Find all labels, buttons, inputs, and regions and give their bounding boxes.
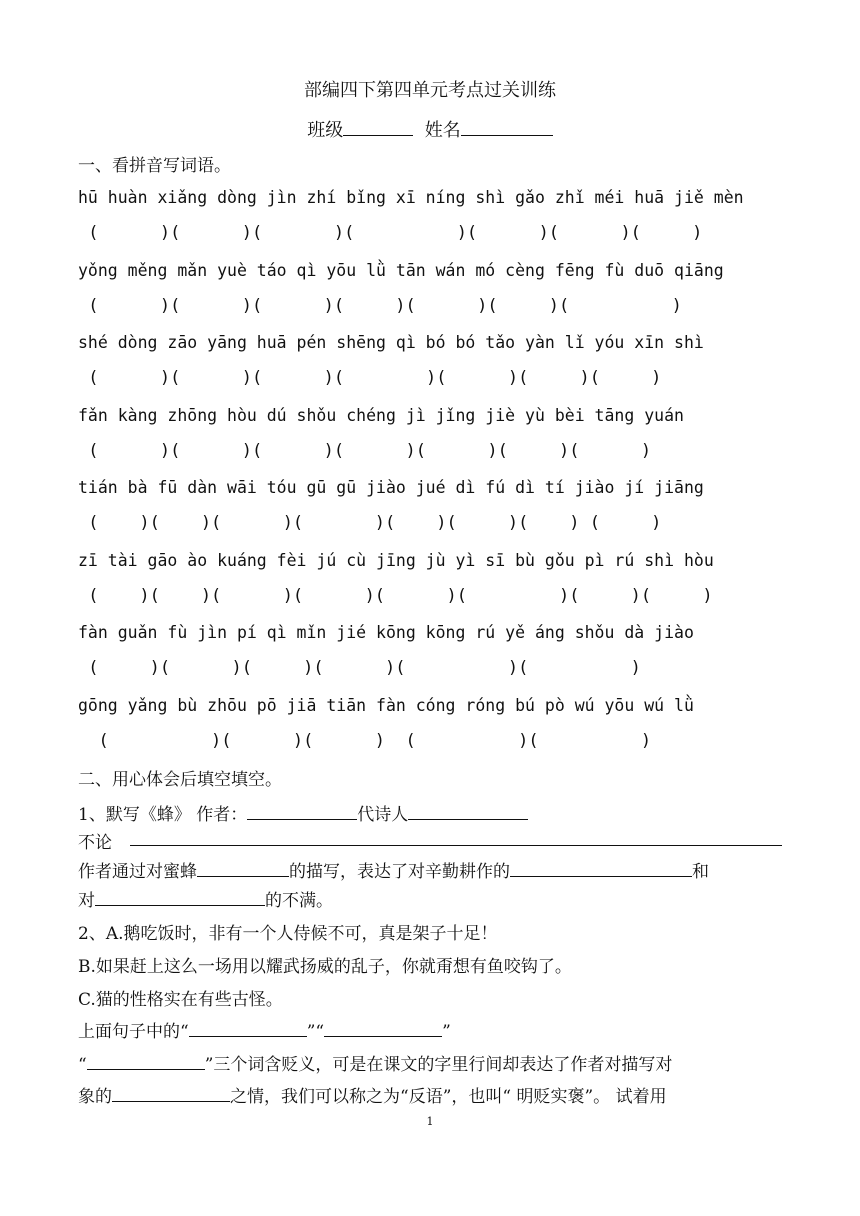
q2-line6-b: 之情，我们可以称之为“反语”，也叫“ 明贬实褒”。 试着用 [230,1087,667,1107]
q1-line3-a: 作者通过对蜜蜂 [78,862,197,882]
class-blank[interactable] [343,119,413,136]
q1-line2-label: 不论 [78,833,112,853]
q2-line4 [78,1017,784,1042]
q2-line6 [78,1082,784,1107]
q1-dynasty: 代诗人 [357,805,409,825]
praise-blank[interactable] [510,860,692,877]
q1-line4-a: 对 [78,891,95,911]
q2-sentence-b: B.如果赶上这么一场用以耀武扬威的乱子，你就甭想有鱼咬钩了。 [78,957,572,977]
q1-line3-b: 的描写，表达了对辛勤耕作的 [289,862,510,882]
q2-line6-a: 象的 [78,1087,112,1107]
q2-sentence-a: 2、A.鹅吃饭时，非有一个人侍候不可，真是架子十足！ [78,924,498,944]
q2-line5-a: “ [78,1055,87,1075]
section1-heading: 一、看拼音写词语。 [78,156,231,176]
bee-blank[interactable] [197,860,289,877]
q1-prefix: 1、默写《蜂》 作者： [78,805,248,825]
q1-line3 [78,857,784,882]
answer-brackets[interactable]: ( )( )( )( )( )( ) [78,658,641,678]
page-title: 部编四下第四单元考点过关训练 [304,80,556,101]
answer-brackets[interactable]: ( )( )( )( )( )( )( )( ) [78,585,713,606]
q1-line3-c: 和 [692,862,709,882]
answer-brackets[interactable]: ( )( )( )( )( )( )( ) ( ) [78,513,662,533]
feeling-blank[interactable] [112,1085,230,1102]
discontent-blank[interactable] [95,889,265,906]
page-number: 1 [426,1115,434,1128]
pinyin-line: shé dòng zāo yāng huā pén shēng qì bó bó tǎo yàn lǐ yóu xīn shì [78,333,704,352]
answer-brackets[interactable]: ( )( )( )( )( )( )( ) [78,440,652,461]
answer-brackets[interactable]: ( )( )( )( )( )( )( ) [78,295,682,316]
q2-line5 [78,1050,784,1075]
word-blank-1[interactable] [189,1020,307,1037]
q2-line4-b: ”“ [306,1022,325,1042]
q1-line1 [78,800,784,825]
q1-line4 [78,886,784,911]
answer-brackets[interactable]: ( )( )( )( )( )( )( ) [78,368,662,388]
q1-line4-b: 的不满。 [265,891,333,911]
pinyin-line: hū huàn xiǎng dòng jìn zhí bǐng xī níng shì gǎo zhǐ méi huā jiě mèn [78,188,744,207]
q2-sentence-c: C.猫的性格实在有些古怪。 [78,990,283,1010]
section2-heading: 二、用心体会后填空填空。 [78,770,282,790]
answer-brackets[interactable]: ( )( )( ) ( )( ) [78,730,652,751]
pinyin-line: yǒng měng mǎn yuè táo qì yōu lǜ tān wán mó cèng fēng fù duō qiāng [78,260,724,280]
dynasty-blank[interactable] [408,803,528,820]
q2-line5-b: ”三个词含贬义，可是在课文的字里行间却表达了作者对描写对 [204,1055,673,1075]
q2-line4-c: ” [442,1022,451,1042]
q2-line4-a: 上面句子中的“ [78,1022,189,1042]
name-label: 姓名 [424,120,461,141]
pinyin-line: fǎn kàng zhōng hòu dú shǒu chéng jì jǐng jiè yù bèi tāng yuán [78,405,684,425]
poem-blank[interactable] [130,828,782,846]
name-blank[interactable] [461,119,553,136]
answer-brackets[interactable]: ( )( )( )( )( )( )( ) [78,223,703,243]
word-blank-3[interactable] [87,1053,205,1070]
pinyin-line: fàn guǎn fù jìn pí qì mǐn jié kōng kōng rú yě áng shǒu dà jiào [78,623,694,642]
class-label: 班级 [307,120,344,141]
class-name-line [0,116,860,142]
author-blank[interactable] [247,803,357,820]
pinyin-line: gōng yǎng bù zhōu pō jiā tiān fàn cóng róng bú pò wú yōu wú lǜ [78,695,694,715]
pinyin-line: tián bà fū dàn wāi tóu gū gū jiào jué dì fú dì tí jiào jí jiāng [78,478,704,497]
pinyin-line: zī tài gāo ào kuáng fèi jú cù jīng jù yì sī bù gǒu pì rú shì hòu [78,550,714,570]
word-blank-2[interactable] [324,1020,442,1037]
